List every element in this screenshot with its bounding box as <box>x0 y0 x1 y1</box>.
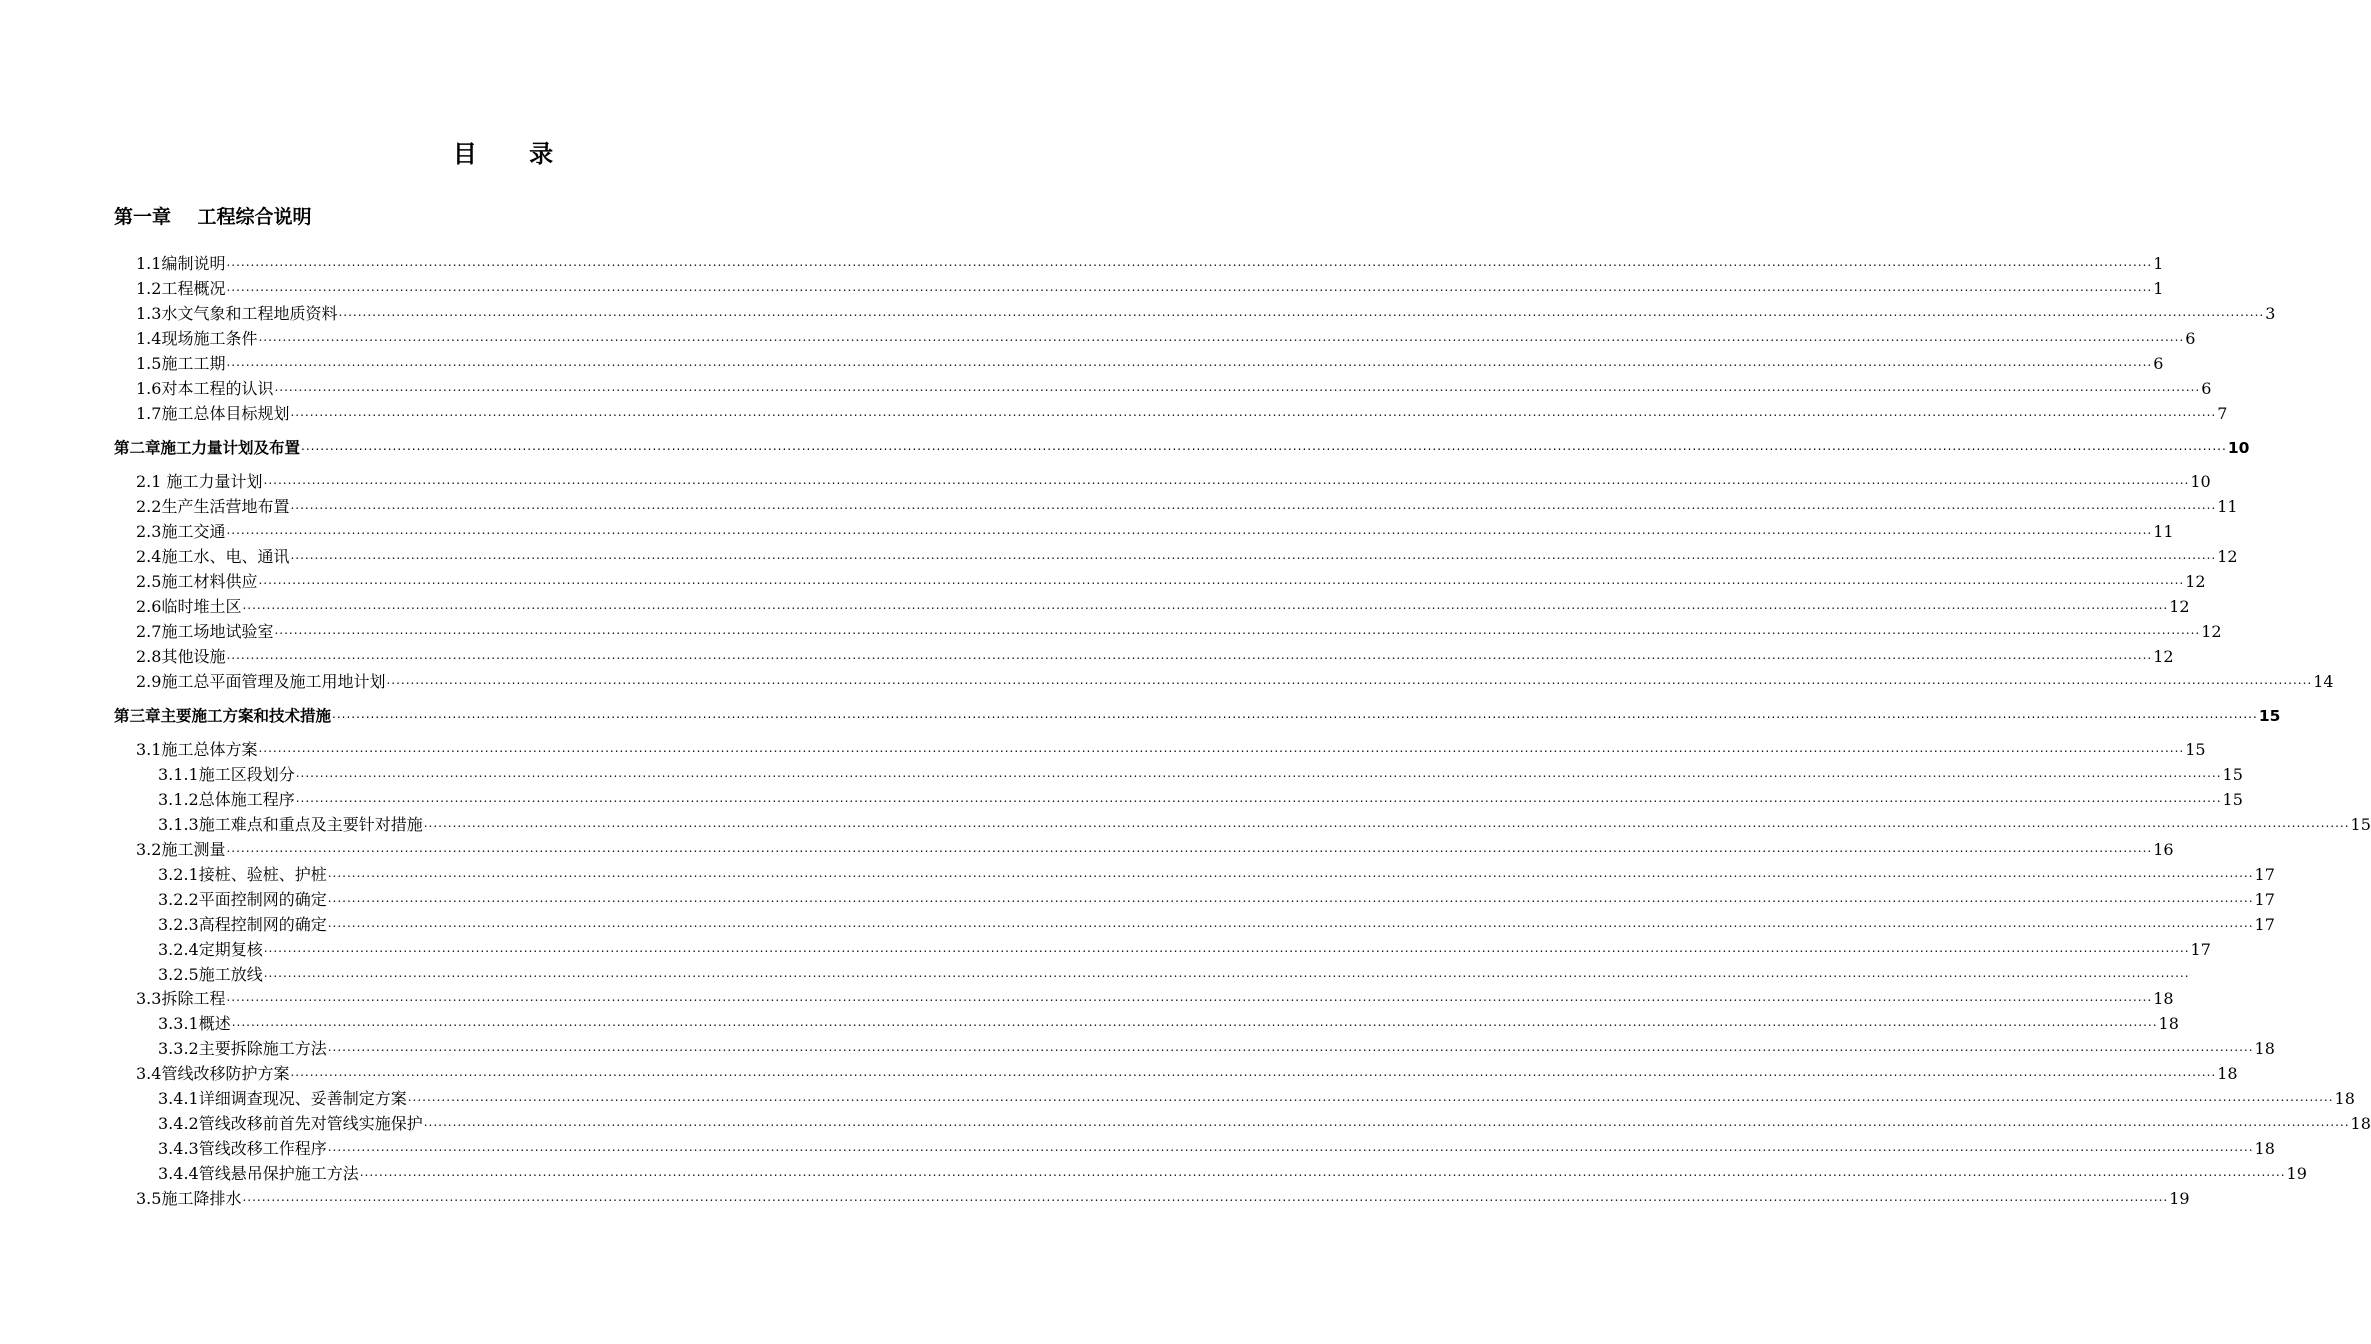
toc-entry-number: 1.1 <box>136 254 162 273</box>
toc-entry-title: 平面控制网的确定 <box>198 890 327 909</box>
toc-entry-page: 15 <box>2350 815 2371 834</box>
chapter-1-heading <box>114 202 312 229</box>
dot-leader: ................................................................................................................................................................................................................................................................................................................................................................................................................ <box>290 498 2217 512</box>
toc-entry-page: 18 <box>2158 1014 2179 1033</box>
toc-entry-page: 17 <box>2254 890 2275 909</box>
toc-entry[interactable] <box>136 521 2174 543</box>
toc-entry-title: 施工总体目标规划 <box>161 404 290 423</box>
toc-entry[interactable] <box>158 964 2190 986</box>
toc-entry-page: 19 <box>2169 1189 2190 1208</box>
toc-entry[interactable] <box>136 303 2276 325</box>
toc-entry-title: 管线改移前首先对管线实施保护 <box>198 1114 423 1133</box>
dot-leader: ................................................................................................................................................................................................................................................................................................................................................................................................................ <box>327 916 2254 930</box>
toc-entry-number: 3.1.1 <box>158 765 199 784</box>
toc-entry-page: 1 <box>2153 279 2164 298</box>
toc-entry-number: 3.1 <box>136 740 162 759</box>
toc-entry[interactable] <box>158 864 2275 886</box>
dot-leader: ................................................................................................................................................................................................................................................................................................................................................................................................................ <box>423 1115 2350 1129</box>
toc-entry-number: 1.2 <box>136 279 162 298</box>
toc-entry[interactable] <box>136 378 2212 400</box>
dot-leader: ................................................................................................................................................................................................................................................................................................................................................................................................................ <box>263 941 2190 955</box>
toc-entry[interactable] <box>158 1113 2371 1135</box>
toc-chapter-entry[interactable] <box>114 437 2250 459</box>
toc-entry[interactable] <box>136 839 2174 861</box>
toc-entry-number: 2.6 <box>136 597 162 616</box>
dot-leader: ................................................................................................................................................................................................................................................................................................................................................................................................................ <box>226 355 2153 369</box>
toc-entry-number: 2.2 <box>136 497 162 516</box>
toc-entry[interactable] <box>136 1063 2238 1085</box>
toc-entry-page: 3 <box>2265 304 2276 323</box>
toc-entry-title: 高程控制网的确定 <box>198 915 327 934</box>
toc-entry-page: 15 <box>2258 707 2281 725</box>
toc-entry-title: 总体施工程序 <box>198 790 295 809</box>
toc-entry-title: 施工总体方案 <box>161 740 258 759</box>
toc-entry-number: 2.4 <box>136 547 162 566</box>
toc-chapter-entry[interactable] <box>114 705 2281 727</box>
toc-entry-title: 施工测量 <box>161 840 226 859</box>
toc-entry-number: 3.4.2 <box>158 1114 199 1133</box>
toc-entry-number: 3.2.2 <box>158 890 199 909</box>
toc-entry[interactable] <box>136 471 2211 493</box>
toc-entry-page: 18 <box>2217 1064 2238 1083</box>
toc-entry-title: 施工难点和重点及主要针对措施 <box>198 815 423 834</box>
toc-entry-title: 临时堆土区 <box>161 597 242 616</box>
dot-leader: ................................................................................................................................................................................................................................................................................................................................................................................................................ <box>327 891 2254 905</box>
toc-entry-title: 编制说明 <box>161 254 226 273</box>
dot-leader: ................................................................................................................................................................................................................................................................................................................................................................................................................ <box>226 280 2153 294</box>
toc-entry-page: 18 <box>2350 1114 2371 1133</box>
toc-entry-page: 17 <box>2254 915 2275 934</box>
dot-leader: ................................................................................................................................................................................................................................................................................................................................................................................................................ <box>290 405 2217 419</box>
toc-entry-page: 6 <box>2185 329 2196 348</box>
toc-entry-number: 3.2.3 <box>158 915 199 934</box>
toc-entry-title: 施工力量计划 <box>161 472 263 491</box>
toc-entry[interactable] <box>136 1188 2190 1210</box>
toc-entry[interactable] <box>158 764 2243 786</box>
dot-leader: ................................................................................................................................................................................................................................................................................................................................................................................................................ <box>301 439 2227 453</box>
toc-entry-title: 施工材料供应 <box>161 572 258 591</box>
toc-entry-number: 3.2 <box>136 840 162 859</box>
dot-leader: ................................................................................................................................................................................................................................................................................................................................................................................................................ <box>263 966 2190 980</box>
toc-entry-number: 3.3.2 <box>158 1039 199 1058</box>
toc-entry[interactable] <box>158 889 2275 911</box>
dot-leader: ................................................................................................................................................................................................................................................................................................................................................................................................................ <box>295 791 2222 805</box>
toc-entry-number: 1.7 <box>136 404 162 423</box>
toc-entry-number: 第三章 <box>114 707 161 725</box>
toc-entry[interactable] <box>136 278 2164 300</box>
toc-entry-title: 其他设施 <box>161 647 226 666</box>
toc-entry-page: 6 <box>2153 354 2164 373</box>
toc-entry-title: 施工交通 <box>161 522 226 541</box>
toc-entry-page: 12 <box>2201 622 2222 641</box>
toc-entry[interactable] <box>158 1163 2307 1185</box>
dot-leader: ................................................................................................................................................................................................................................................................................................................................................................................................................ <box>226 523 2153 537</box>
toc-entry[interactable] <box>136 739 2206 761</box>
toc-entry-number: 第二章 <box>114 439 161 457</box>
toc-entry[interactable] <box>158 1038 2275 1060</box>
toc-entry-number: 2.8 <box>136 647 162 666</box>
toc-entry-title: 施工放线 <box>198 965 263 984</box>
toc-entry-number: 2.1 <box>136 472 162 491</box>
toc-entry-number: 1.3 <box>136 304 162 323</box>
dot-leader: ................................................................................................................................................................................................................................................................................................................................................................................................................ <box>359 1165 2286 1179</box>
toc-entry[interactable] <box>158 1138 2275 1160</box>
toc-entry-number: 1.6 <box>136 379 162 398</box>
toc-entry-page: 18 <box>2153 989 2174 1008</box>
toc-entry-page: 17 <box>2190 940 2211 959</box>
toc-entry-page: 18 <box>2254 1139 2275 1158</box>
dot-leader: ................................................................................................................................................................................................................................................................................................................................................................................................................ <box>295 766 2222 780</box>
dot-leader: ................................................................................................................................................................................................................................................................................................................................................................................................................ <box>258 573 2185 587</box>
toc-entry-title: 施工场地试验室 <box>161 622 274 641</box>
toc-entry[interactable] <box>136 988 2174 1010</box>
dot-leader: ................................................................................................................................................................................................................................................................................................................................................................................................................ <box>327 1040 2254 1054</box>
toc-entry-page: 12 <box>2217 547 2238 566</box>
dot-leader: ................................................................................................................................................................................................................................................................................................................................................................................................................ <box>274 380 2201 394</box>
dot-leader: ................................................................................................................................................................................................................................................................................................................................................................................................................ <box>332 707 2258 721</box>
toc-entry[interactable] <box>136 671 2334 693</box>
toc-entry-title: 定期复核 <box>198 940 263 959</box>
toc-entry-page: 15 <box>2185 740 2206 759</box>
dot-leader: ................................................................................................................................................................................................................................................................................................................................................................................................................ <box>226 648 2153 662</box>
toc-entry-page: 18 <box>2334 1089 2355 1108</box>
toc-entry-page: 1 <box>2153 254 2164 273</box>
toc-entry[interactable] <box>158 939 2211 961</box>
dot-leader: ................................................................................................................................................................................................................................................................................................................................................................................................................ <box>274 623 2201 637</box>
chapter-1-label: 第一章 <box>114 206 172 228</box>
dot-leader: ................................................................................................................................................................................................................................................................................................................................................................................................................ <box>258 330 2185 344</box>
toc-entry[interactable] <box>136 328 2196 350</box>
dot-leader: ................................................................................................................................................................................................................................................................................................................................................................................................................ <box>290 1065 2217 1079</box>
toc-entry-title: 生产生活营地布置 <box>161 497 290 516</box>
dot-leader: ................................................................................................................................................................................................................................................................................................................................................................................................................ <box>231 1015 2158 1029</box>
toc-entry-title: 主要拆除施工方法 <box>198 1039 327 1058</box>
toc-entry[interactable] <box>136 546 2238 568</box>
toc-entry-number: 2.5 <box>136 572 162 591</box>
toc-entry-title: 施工降排水 <box>161 1189 242 1208</box>
toc-entry-page: 18 <box>2254 1039 2275 1058</box>
toc-entry[interactable] <box>158 1088 2355 1110</box>
toc-entry-title: 概述 <box>198 1014 231 1033</box>
toc-entry-title: 对本工程的认识 <box>161 379 274 398</box>
toc-entry-page: 15 <box>2222 790 2243 809</box>
toc-entry-title: 管线改移工作程序 <box>198 1139 327 1158</box>
dot-leader: ................................................................................................................................................................................................................................................................................................................................................................................................................ <box>226 841 2153 855</box>
toc-entry-title: 施工水、电、通讯 <box>161 547 290 566</box>
toc-entry[interactable] <box>158 914 2275 936</box>
toc-entry-number: 3.2.4 <box>158 940 199 959</box>
dot-leader: ................................................................................................................................................................................................................................................................................................................................................................................................................ <box>338 305 2265 319</box>
toc-entry-number: 3.4 <box>136 1064 162 1083</box>
toc-entry-page: 15 <box>2222 765 2243 784</box>
toc-entry-number: 2.3 <box>136 522 162 541</box>
toc-entry-title: 管线悬吊保护施工方法 <box>198 1164 359 1183</box>
dot-leader: ................................................................................................................................................................................................................................................................................................................................................................................................................ <box>290 548 2217 562</box>
toc-entry-page: 7 <box>2217 404 2228 423</box>
toc-entry[interactable] <box>136 596 2190 618</box>
dot-leader: ................................................................................................................................................................................................................................................................................................................................................................................................................ <box>263 473 2190 487</box>
toc-entry[interactable] <box>136 253 2164 275</box>
toc-entry[interactable] <box>136 646 2174 668</box>
toc-entry-title: 拆除工程 <box>161 989 226 1008</box>
dot-leader: ................................................................................................................................................................................................................................................................................................................................................................................................................ <box>226 990 2153 1004</box>
dot-leader: ................................................................................................................................................................................................................................................................................................................................................................................................................ <box>423 816 2350 830</box>
dot-leader: ................................................................................................................................................................................................................................................................................................................................................................................................................ <box>407 1090 2334 1104</box>
dot-leader: ................................................................................................................................................................................................................................................................................................................................................................................................................ <box>327 1140 2254 1154</box>
toc-entry-number: 3.4.1 <box>158 1089 199 1108</box>
document-title: 目 录 <box>452 140 576 168</box>
toc-entry-title: 详细调查现况、妥善制定方案 <box>198 1089 407 1108</box>
toc-entry-page: 11 <box>2153 522 2174 541</box>
toc-entry[interactable] <box>158 1013 2179 1035</box>
toc-entry-number: 2.9 <box>136 672 162 691</box>
toc-entry-title: 工程概况 <box>161 279 226 298</box>
toc-entry[interactable] <box>136 496 2238 518</box>
dot-leader: ................................................................................................................................................................................................................................................................................................................................................................................................................ <box>242 598 2169 612</box>
toc-entry-number: 3.3.1 <box>158 1014 199 1033</box>
toc-entry-number: 1.5 <box>136 354 162 373</box>
dot-leader: ................................................................................................................................................................................................................................................................................................................................................................................................................ <box>258 741 2185 755</box>
dot-leader: ................................................................................................................................................................................................................................................................................................................................................................................................................ <box>226 255 2153 269</box>
toc-entry-number: 3.2.5 <box>158 965 199 984</box>
dot-leader: ................................................................................................................................................................................................................................................................................................................................................................................................................ <box>327 866 2254 880</box>
toc-entry-number: 3.4.3 <box>158 1139 199 1158</box>
toc-entry-number: 3.5 <box>136 1189 162 1208</box>
toc-entry-page: 11 <box>2217 497 2238 516</box>
toc-entry-number: 3.3 <box>136 989 162 1008</box>
toc-entry-title: 管线改移防护方案 <box>161 1064 290 1083</box>
toc-entry[interactable] <box>136 621 2222 643</box>
toc-entry-title: 水文气象和工程地质资料 <box>161 304 338 323</box>
toc-entry-title: 施工工期 <box>161 354 226 373</box>
toc-entry-page: 10 <box>2190 472 2211 491</box>
toc-entry[interactable] <box>136 353 2164 375</box>
toc-entry[interactable] <box>158 789 2243 811</box>
toc-entry[interactable] <box>158 814 2371 836</box>
dot-leader: ................................................................................................................................................................................................................................................................................................................................................................................................................ <box>242 1190 2169 1204</box>
dot-leader: ................................................................................................................................................................................................................................................................................................................................................................................................................ <box>386 673 2313 687</box>
toc-entry[interactable] <box>136 403 2228 425</box>
toc-entry-title: 施工总平面管理及施工用地计划 <box>161 672 386 691</box>
toc-entry-title: 施工力量计划及布置 <box>160 439 301 457</box>
toc-entry-page: 10 <box>2227 439 2250 457</box>
toc-entry-title: 接桩、验桩、护桩 <box>198 865 327 884</box>
toc-entry-page: 6 <box>2201 379 2212 398</box>
toc-entry-number: 1.4 <box>136 329 162 348</box>
toc-entry-number: 3.1.3 <box>158 815 199 834</box>
toc-entry-page: 12 <box>2169 597 2190 616</box>
toc-entry-page: 16 <box>2153 840 2174 859</box>
toc-entry-number: 3.2.1 <box>158 865 199 884</box>
toc-entry-title: 主要施工方案和技术措施 <box>160 707 332 725</box>
toc-entry-title: 施工区段划分 <box>198 765 295 784</box>
toc-entry-number: 2.7 <box>136 622 162 641</box>
toc-entry-number: 3.4.4 <box>158 1164 199 1183</box>
toc-entry-number: 3.1.2 <box>158 790 199 809</box>
toc-entry-page: 19 <box>2286 1164 2307 1183</box>
toc-entry-title: 现场施工条件 <box>161 329 258 348</box>
toc-entry-page: 12 <box>2185 572 2206 591</box>
chapter-1-title: 工程综合说明 <box>197 206 312 228</box>
toc-entry[interactable] <box>136 571 2206 593</box>
toc-entry-page: 12 <box>2153 647 2174 666</box>
toc-entry-page: 14 <box>2313 672 2334 691</box>
toc-entry-page: 17 <box>2254 865 2275 884</box>
